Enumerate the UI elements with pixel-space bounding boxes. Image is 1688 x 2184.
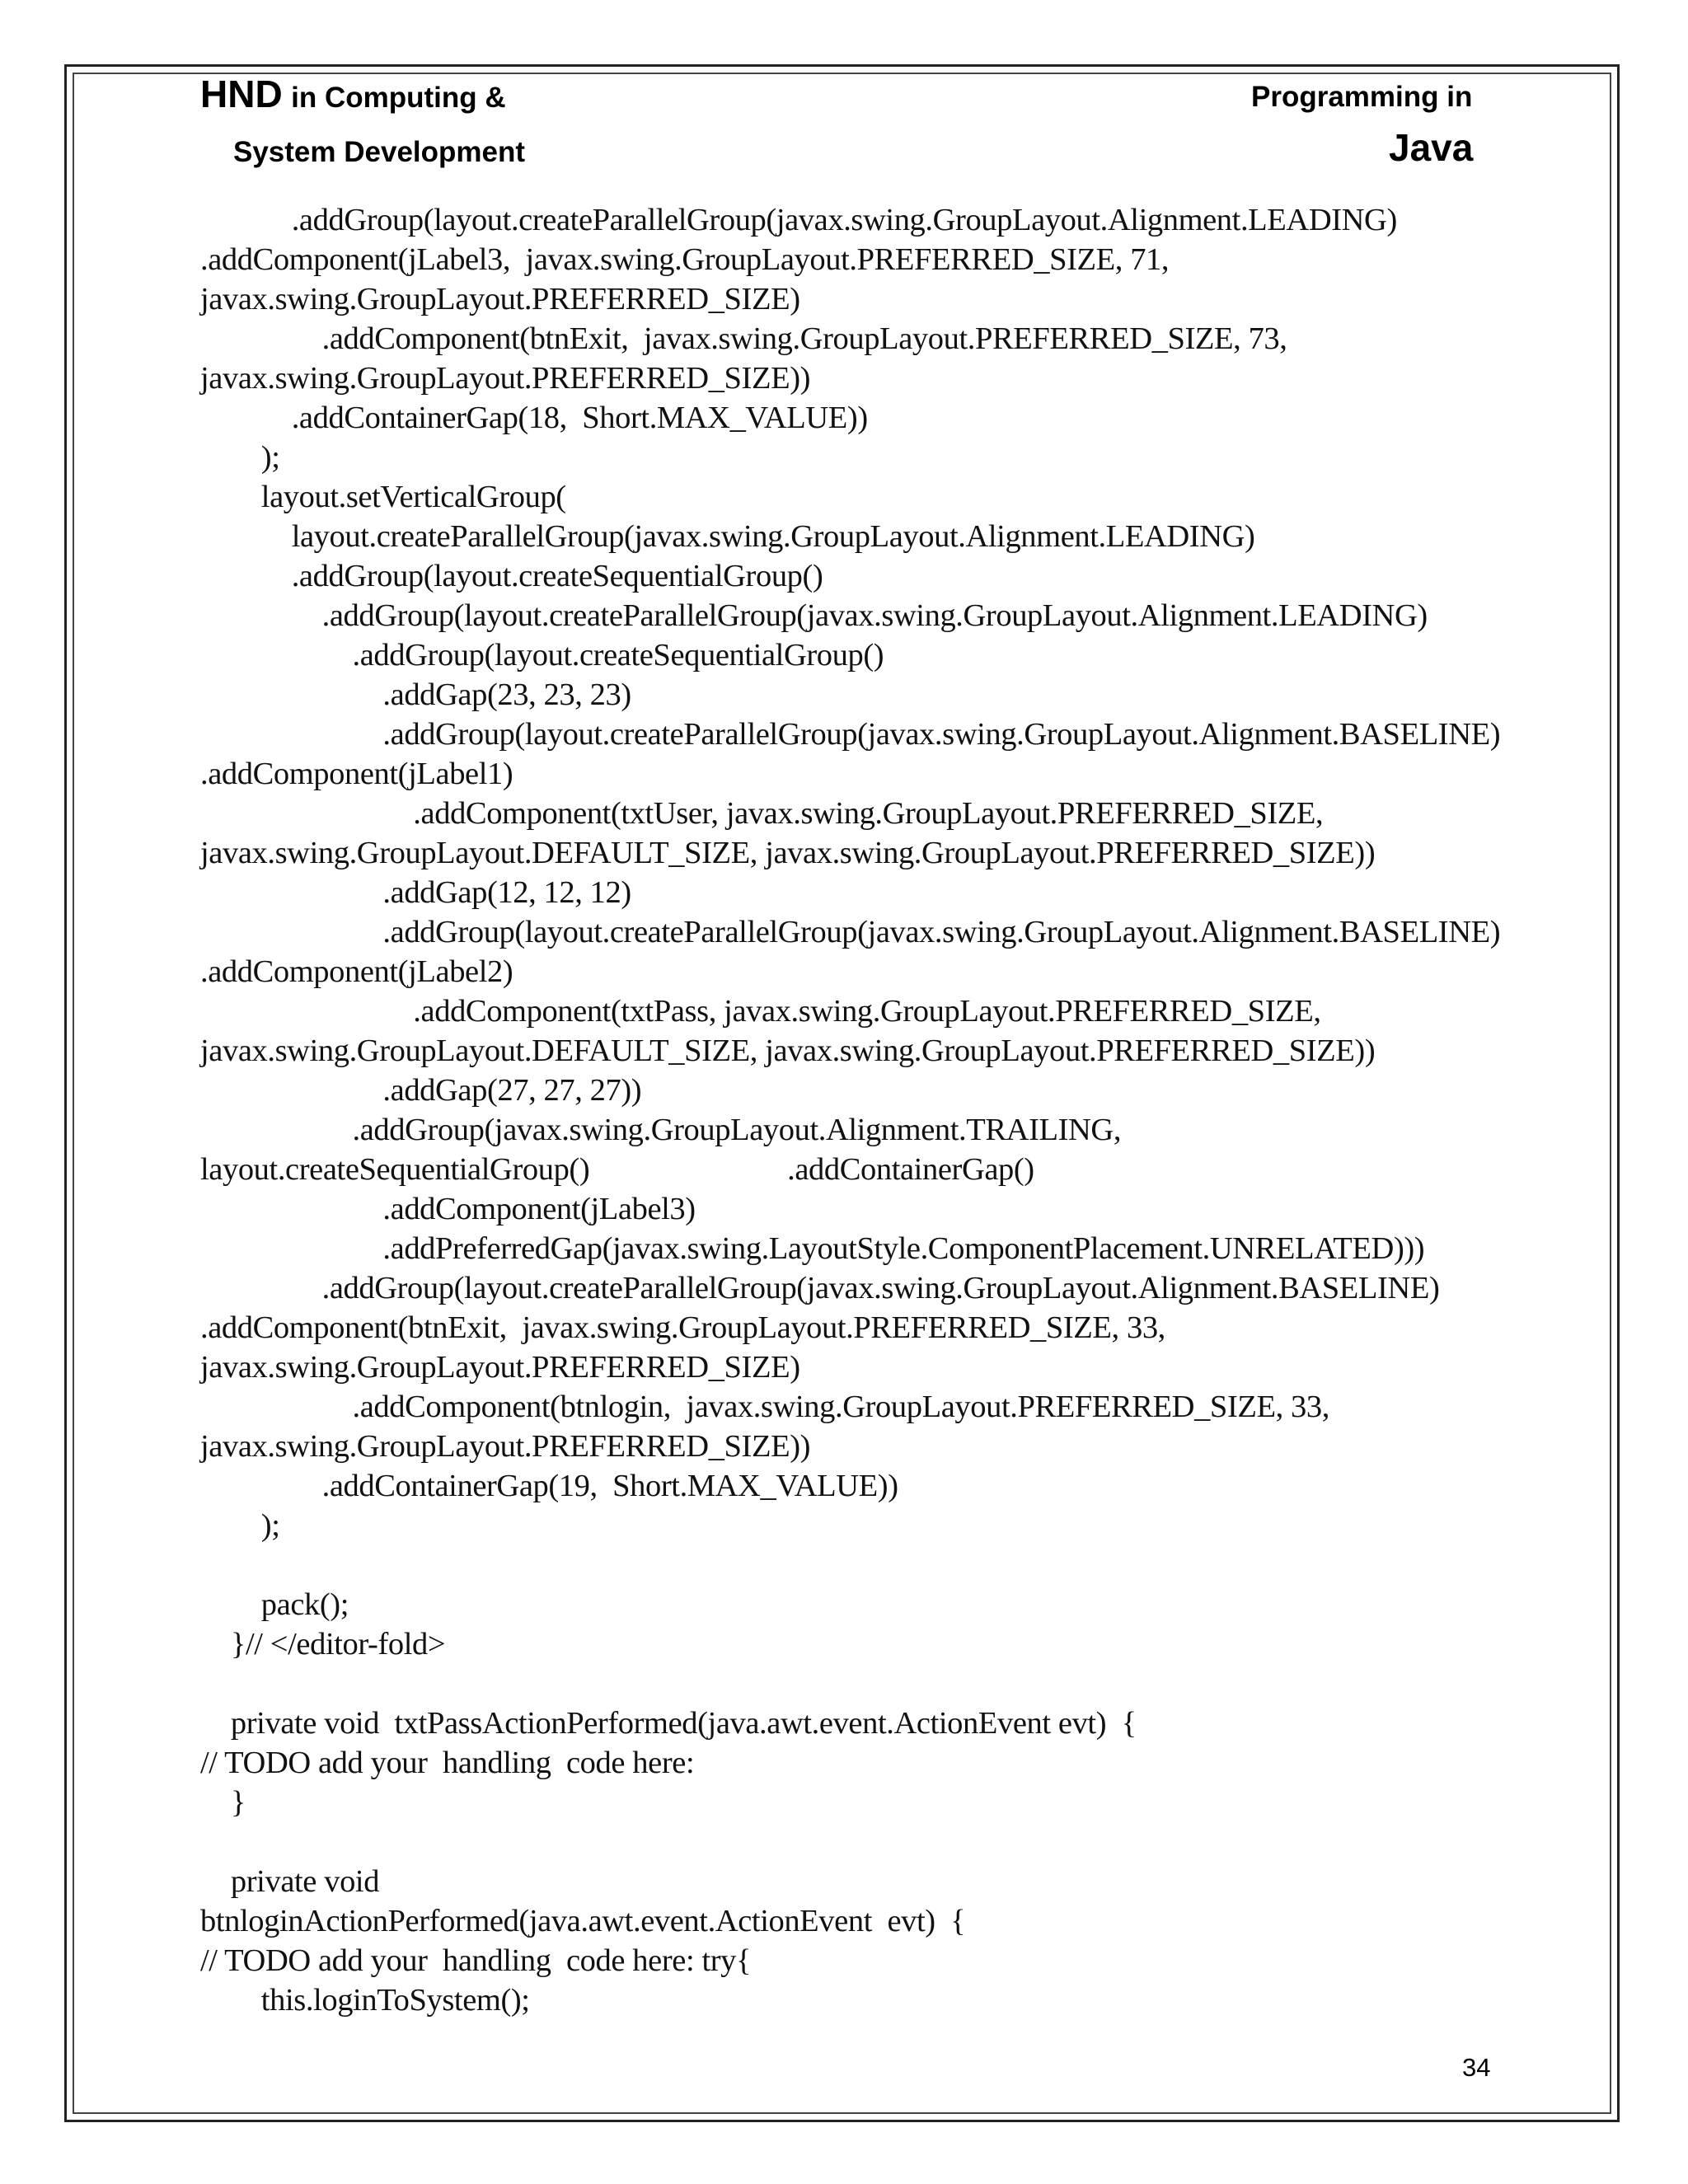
code-line: .addGap(12, 12, 12) <box>200 875 631 910</box>
code-line: .addComponent(jLabel1) <box>200 757 513 791</box>
code-line: layout.createSequentialGroup() .addContainerGap() <box>200 1152 1034 1187</box>
code-line: .addGroup(layout.createSequentialGroup() <box>200 638 884 673</box>
code-line: ); <box>200 440 280 475</box>
code-line: .addComponent(btnExit, javax.swing.GroupLayout.PREFERRED_SIZE, 33, <box>200 1310 1165 1345</box>
header-system-development: System Development <box>233 136 526 168</box>
code-line: layout.createParallelGroup(javax.swing.GroupLayout.Alignment.LEADING) <box>200 519 1255 554</box>
code-line: .addComponent(jLabel3, javax.swing.GroupLayout.PREFERRED_SIZE, 71, <box>200 242 1170 277</box>
code-line: .addGroup(layout.createParallelGroup(javax.swing.GroupLayout.Alignment.LEADING) <box>200 203 1397 237</box>
code-listing <box>200 200 1552 2038</box>
header-left-line1 <box>200 72 506 116</box>
header-hnd: HND <box>200 73 283 115</box>
code-line: javax.swing.GroupLayout.PREFERRED_SIZE) <box>200 282 800 316</box>
code-line: .addPreferredGap(javax.swing.LayoutStyle.ComponentPlacement.UNRELATED))) <box>200 1231 1425 1266</box>
code-line: private void <box>200 1864 380 1899</box>
code-line: this.loginToSystem(); <box>200 1983 530 2018</box>
code-line: .addComponent(jLabel3) <box>200 1192 696 1226</box>
page-number: 34 <box>1462 2053 1491 2082</box>
code-line: ); <box>200 1508 280 1543</box>
code-line: javax.swing.GroupLayout.DEFAULT_SIZE, javax.swing.GroupLayout.PREFERRED_SIZE)) <box>200 836 1376 870</box>
header-java: Java <box>1389 126 1474 169</box>
code-line: .addContainerGap(18, Short.MAX_VALUE)) <box>200 401 868 435</box>
code-line: .addComponent(btnExit, javax.swing.GroupLayout.PREFERRED_SIZE, 73, <box>200 321 1287 356</box>
code-line: .addGroup(javax.swing.GroupLayout.Alignment.TRAILING, <box>200 1113 1122 1147</box>
code-line: .addGap(23, 23, 23) <box>200 677 631 712</box>
code-line: // TODO add your handling code here: try{ <box>200 1943 752 1978</box>
code-line: .addGroup(layout.createParallelGroup(javax.swing.GroupLayout.Alignment.BASELINE) <box>200 915 1501 949</box>
code-line: javax.swing.GroupLayout.PREFERRED_SIZE) <box>200 1350 800 1385</box>
code-line: .addGroup(layout.createParallelGroup(javax.swing.GroupLayout.Alignment.LEADING) <box>200 598 1428 633</box>
code-line: javax.swing.GroupLayout.PREFERRED_SIZE)) <box>200 1429 811 1464</box>
code-line: .addGroup(layout.createParallelGroup(javax.swing.GroupLayout.Alignment.BASELINE) <box>200 1271 1440 1305</box>
code-line: layout.setVerticalGroup( <box>200 480 566 514</box>
code-line: .addComponent(txtPass, javax.swing.GroupLayout.PREFERRED_SIZE, <box>200 994 1321 1029</box>
code-line: private void txtPassActionPerformed(java.awt.event.ActionEvent evt) { <box>200 1706 1137 1741</box>
code-line: .addGroup(layout.createSequentialGroup() <box>200 559 823 593</box>
header-in-computing: in Computing & <box>291 82 506 114</box>
code-line: pack(); <box>200 1587 349 1622</box>
header-programming-in: Programming in <box>1251 81 1473 113</box>
code-line: } <box>200 1785 246 1820</box>
code-line: .addComponent(txtUser, javax.swing.GroupLayout.PREFERRED_SIZE, <box>200 796 1324 831</box>
code-line: .addGroup(layout.createParallelGroup(javax.swing.GroupLayout.Alignment.BASELINE) <box>200 717 1501 752</box>
code-line: .addGap(27, 27, 27)) <box>200 1073 642 1108</box>
code-line: javax.swing.GroupLayout.DEFAULT_SIZE, javax.swing.GroupLayout.PREFERRED_SIZE)) <box>200 1033 1376 1068</box>
code-line: }// </editor-fold> <box>200 1627 446 1661</box>
code-line: .addComponent(btnlogin, javax.swing.GroupLayout.PREFERRED_SIZE, 33, <box>200 1390 1329 1424</box>
code-line: .addComponent(jLabel2) <box>200 954 513 989</box>
code-line: .addContainerGap(19, Short.MAX_VALUE)) <box>200 1469 898 1503</box>
code-line: // TODO add your handling code here: <box>200 1746 695 1780</box>
code-line: btnloginActionPerformed(java.awt.event.ActionEvent evt) { <box>200 1904 966 1938</box>
code-line: javax.swing.GroupLayout.PREFERRED_SIZE)) <box>200 361 811 396</box>
